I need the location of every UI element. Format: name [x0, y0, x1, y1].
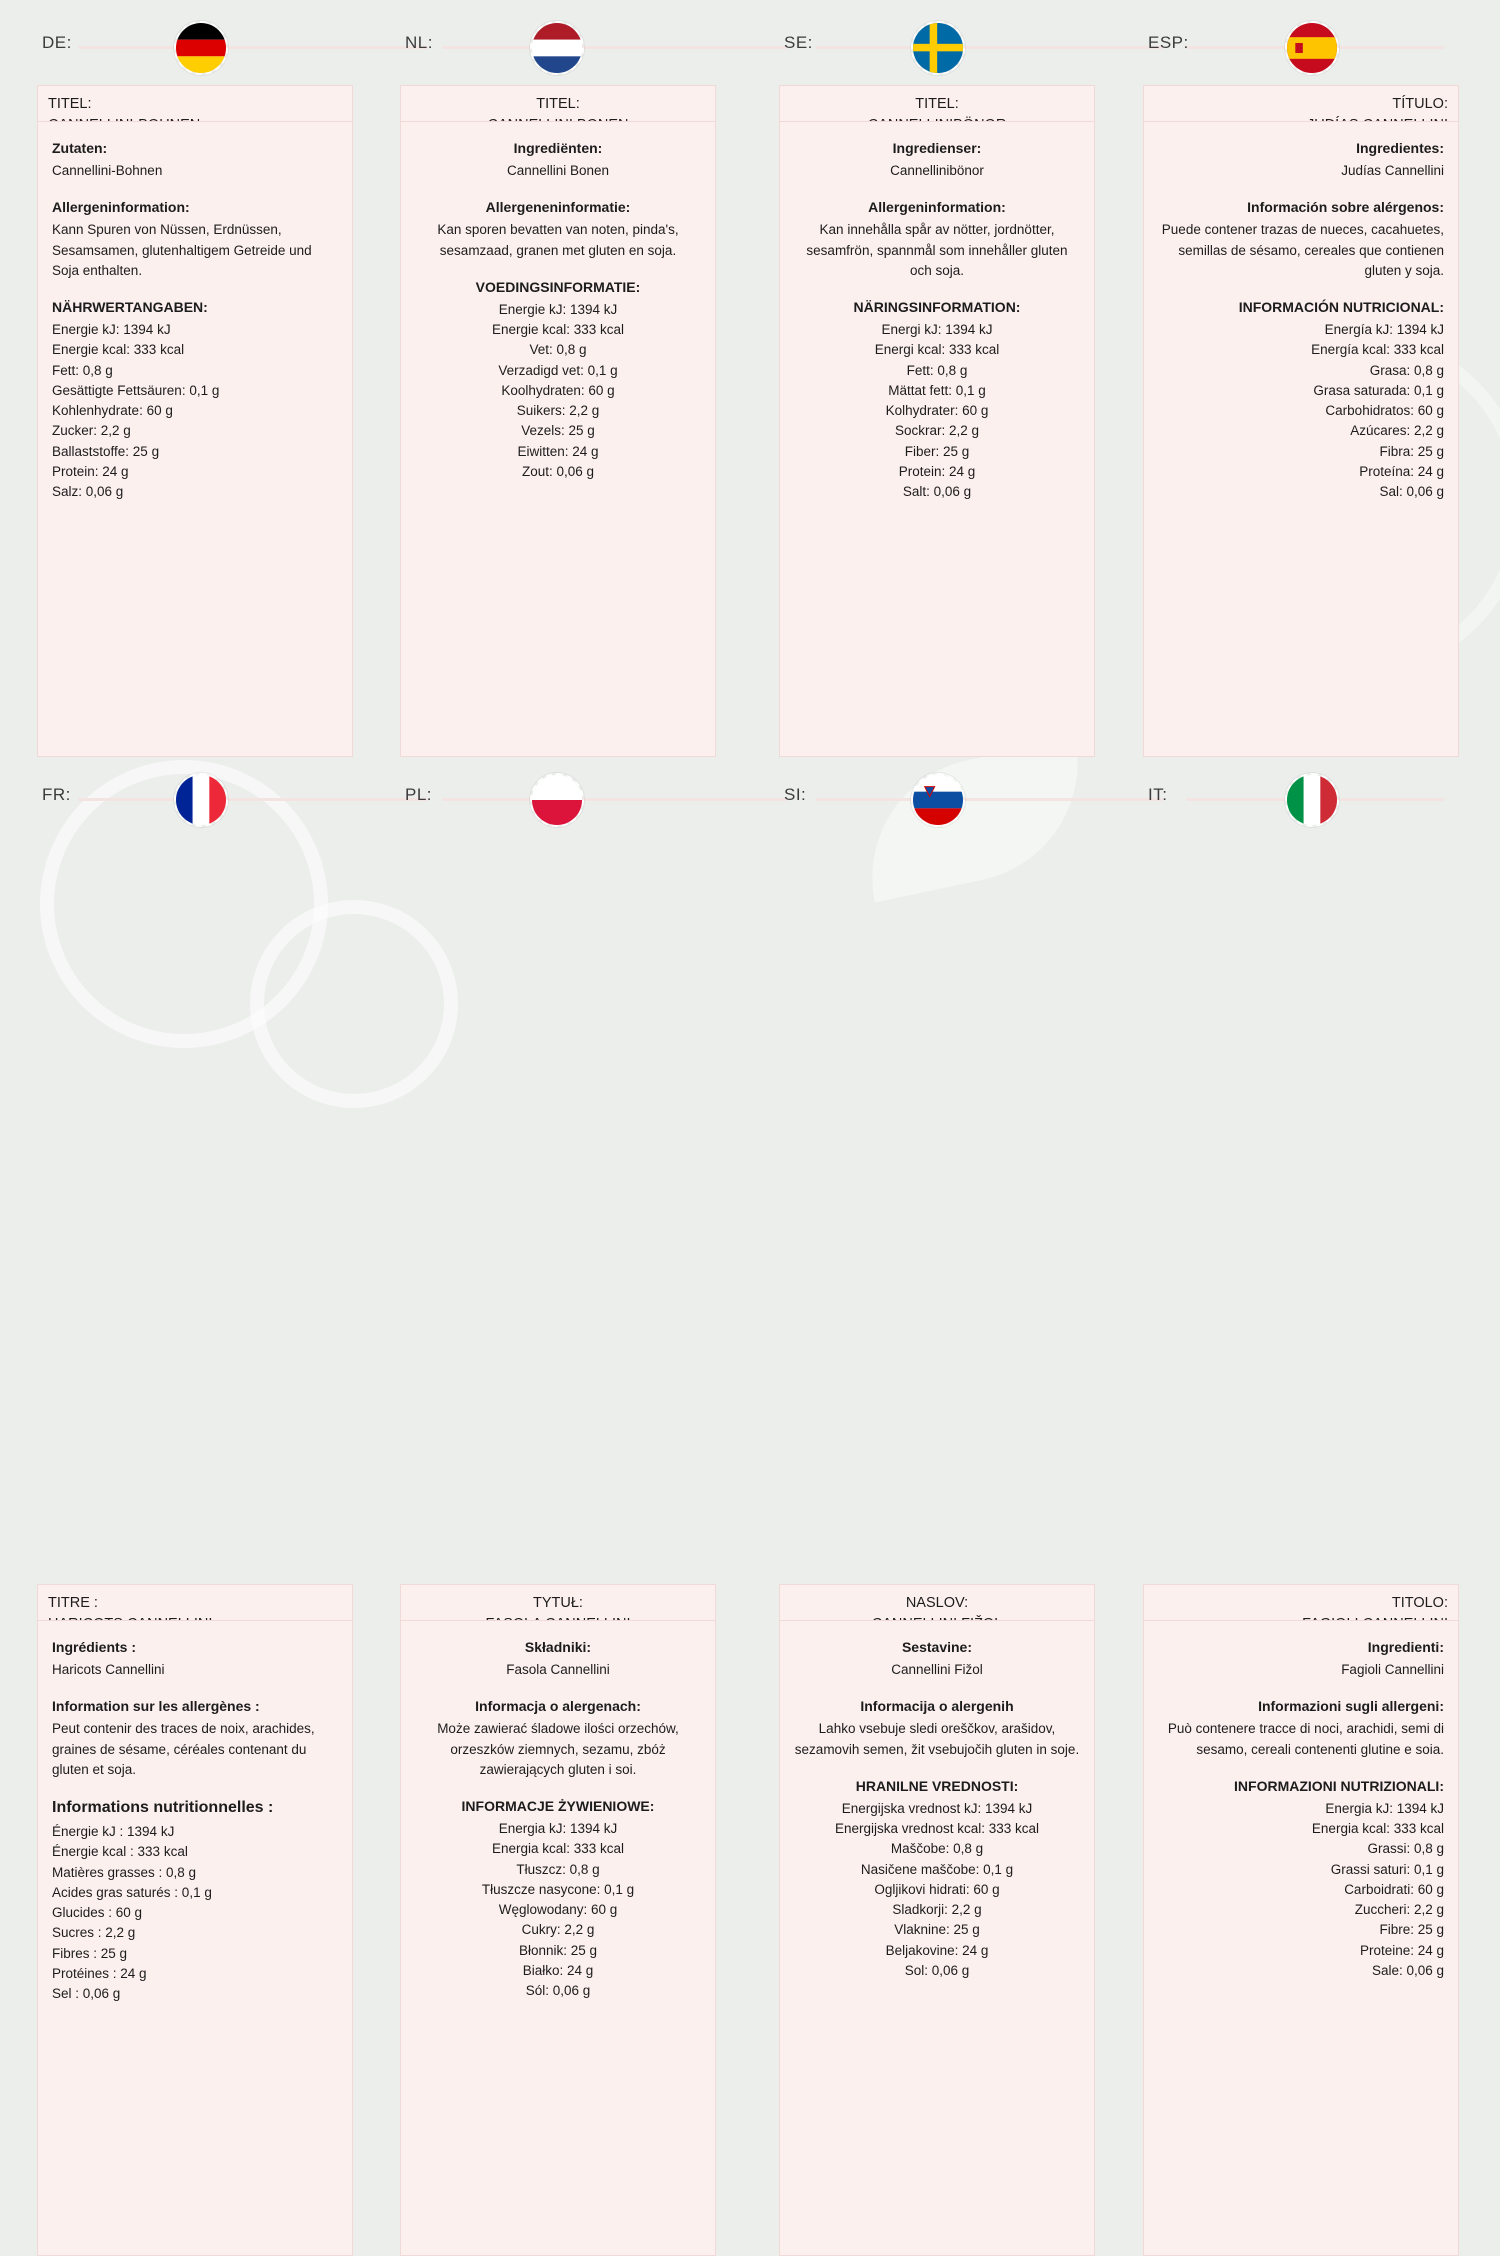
label-card-content [38, 1621, 352, 2018]
label-card-content [780, 1621, 1094, 1995]
nutrition-line: Energie kJ: 1394 kJ [498, 301, 618, 317]
section-heading: INFORMACJE ŻYWIENIOWE: [461, 1798, 655, 1814]
section-heading: Informations nutritionnelles : [52, 1799, 274, 1816]
nutrition-line: Glucides : 60 g [52, 1905, 143, 1920]
title-label: TÍTULO: [1392, 96, 1448, 112]
label-card-content [38, 122, 352, 516]
nutrition-line: Energia kcal: 333 kcal [491, 1841, 625, 1857]
nutrition-list [415, 1819, 701, 2001]
nutrition-line: Maščobe: 0,8 g [890, 1841, 984, 1857]
language-code: NL: [405, 33, 433, 52]
section-heading: Informacija o alergenih [860, 1698, 1014, 1715]
section-heading: Allergeninformation: [52, 199, 190, 216]
nutrition-line: Gesättigte Fettsäuren: 0,1 g [52, 382, 220, 398]
title-label: TITRE : [48, 1595, 98, 1611]
nutrition-line: Energijska vrednost kJ: 1394 kJ [841, 1800, 1033, 1816]
label-card-content [1144, 1621, 1458, 1995]
section-body: Puede contener trazas de nueces, cacahuetes, semillas de sésamo, cereales que contienen gluten y soja. [1161, 222, 1444, 278]
nutrition-line: Énergie kcal : 333 kcal [52, 1844, 188, 1860]
italy-flag [1285, 773, 1339, 827]
section-heading: INFORMACIÓN NUTRICIONAL: [1238, 299, 1444, 315]
nutrition-line: Beljakovine: 24 g [885, 1942, 989, 1958]
nutrition-line: Vet: 0,8 g [529, 342, 587, 358]
language-code: PL: [405, 785, 433, 804]
nutrition-line: Sladkorji: 2,2 g [892, 1902, 982, 1917]
label-card [779, 1620, 1095, 2256]
section-body: Kan innehålla spår av nötter, jordnötter, sesamfrön, spannmål som innehåller gluten och soja. [806, 222, 1068, 278]
nutrition-line: Salz: 0,06 g [52, 484, 124, 499]
language-header-it [0, 752, 1500, 844]
nutrition-line: Sal: 0,06 g [1379, 484, 1444, 499]
nutrition-line: Grassi saturi: 0,1 g [1330, 1861, 1444, 1877]
nutrition-line: Énergie kJ : 1394 kJ [52, 1824, 175, 1839]
nutrition-line: Sockrar: 2,2 g [894, 423, 980, 439]
label-card [37, 121, 353, 757]
title-label: TITEL: [536, 96, 580, 112]
nutrition-line: Azúcares: 2,2 g [1350, 423, 1444, 439]
nutrition-line: Grasa: 0,8 g [1369, 362, 1444, 378]
section-heading: Informacja o alergenach: [475, 1698, 641, 1715]
section-body: Fasola Cannellini [506, 1662, 610, 1677]
language-code: SI: [784, 785, 807, 804]
nutrition-list [794, 1799, 1080, 1981]
nutrition-line: Energi kcal: 333 kcal [874, 342, 1000, 358]
language-code: FR: [42, 785, 71, 804]
section-heading: Allergeninformation: [868, 199, 1006, 216]
nutrition-line: Sol: 0,06 g [904, 1962, 970, 1978]
nutrition-line: Energia kcal: 333 kcal [1311, 1821, 1444, 1836]
nutrition-line: Vezels: 25 g [521, 423, 595, 439]
nutrition-line: Energijska vrednost kcal: 333 kcal [834, 1821, 1040, 1836]
nutrition-list [1158, 320, 1444, 502]
nutrition-line: Carbohidratos: 60 g [1325, 403, 1444, 418]
nutrition-line: Energie kcal: 333 kcal [52, 342, 185, 358]
nutrition-line: Energía kJ: 1394 kJ [1324, 322, 1444, 337]
nutrition-line: Energía kcal: 333 kcal [1311, 342, 1444, 358]
nutrition-line: Proteína: 24 g [1359, 463, 1444, 479]
nutrition-line: Zuccheri: 2,2 g [1354, 1902, 1444, 1917]
nutrition-line: Fibra: 25 g [1379, 443, 1444, 459]
section-body: Haricots Cannellini [52, 1662, 165, 1677]
nutrition-line: Energie kJ: 1394 kJ [52, 322, 171, 337]
section-heading: INFORMAZIONI NUTRIZIONALI: [1234, 1777, 1444, 1794]
nutrition-line: Grassi: 0,8 g [1367, 1841, 1444, 1857]
nutrition-line: Energie kcal: 333 kcal [491, 322, 625, 337]
section-heading: Allergeneninformatie: [485, 199, 631, 216]
nutrition-line: Nasičene maščobe: 0,1 g [860, 1861, 1014, 1877]
section-heading: NÄHRWERTANGABEN: [52, 299, 208, 315]
title-label: NASLOV: [905, 1595, 969, 1611]
nutrition-line: Matières grasses : 0,8 g [52, 1864, 197, 1880]
section-heading: Ingrédients : [52, 1639, 137, 1655]
nutrition-line: Fibre: 25 g [1379, 1922, 1444, 1938]
section-body: Cannellinibönor [890, 163, 984, 178]
nutrition-line: Tłuszcze nasycone: 0,1 g [481, 1881, 635, 1897]
nutrition-line: Salt: 0,06 g [902, 484, 972, 499]
nutrition-line: Vlaknine: 25 g [894, 1922, 980, 1938]
label-card-content [401, 122, 715, 496]
nutrition-list [52, 1822, 338, 2004]
section-heading: Ingredienser: [892, 140, 982, 156]
label-card [400, 121, 716, 757]
title-label: TITOLO: [1391, 1595, 1448, 1611]
nutrition-line: Eiwitten: 24 g [517, 443, 599, 459]
label-card-content [401, 1621, 715, 2015]
nutrition-line: Fiber: 25 g [904, 443, 970, 459]
nutrition-line: Zucker: 2,2 g [52, 423, 131, 439]
nutrition-line: Proteine: 24 g [1359, 1942, 1444, 1958]
label-card-content [1144, 122, 1458, 516]
section-body: Kan sporen bevatten van noten, pinda's, sesamzaad, granen met gluten en soja. [437, 222, 679, 258]
section-heading: Zutaten: [52, 140, 108, 156]
nutrition-line: Acides gras saturés : 0,1 g [52, 1884, 212, 1900]
section-body: Judías Cannellini [1341, 163, 1444, 178]
language-code: IT: [1148, 785, 1168, 804]
nutrition-line: Sól: 0,06 g [525, 1983, 591, 1998]
nutrition-list [794, 320, 1080, 502]
nutrition-line: Fett: 0,8 g [906, 362, 968, 378]
title-label: TITEL: [48, 96, 92, 112]
section-heading: Ingredienti: [1367, 1639, 1444, 1655]
section-body: Peut contenir des traces de noix, arachides, graines de sésame, céréales contenant du gluten et soja. [52, 1721, 315, 1777]
section-heading: Information sur les allergènes : [52, 1698, 260, 1715]
title-label: TITEL: [915, 96, 959, 112]
section-body: Può contenere tracce di noci, arachidi, semi di sesamo, cereali contenenti glutine e soia. [1167, 1721, 1444, 1757]
nutrition-line: Kohlenhydrate: 60 g [52, 403, 173, 418]
nutrition-line: Energi kJ: 1394 kJ [881, 322, 993, 337]
title-label: TYTUŁ: [533, 1595, 583, 1611]
nutrition-line: Tłuszcz: 0,8 g [516, 1861, 600, 1877]
nutrition-list [1158, 1799, 1444, 1981]
nutrition-line: Zout: 0,06 g [521, 463, 595, 479]
section-heading: Sestavine: [901, 1639, 973, 1655]
section-heading: Składniki: [524, 1639, 592, 1655]
section-heading: VOEDINGSINFORMATIE: [475, 278, 641, 295]
label-card [400, 1620, 716, 2256]
nutrition-line: Ogljikovi hidrati: 60 g [874, 1881, 1000, 1897]
section-heading: Información sobre alérgenos: [1247, 199, 1444, 216]
nutrition-line: Energia kJ: 1394 kJ [1325, 1800, 1444, 1816]
nutrition-line: Fibres : 25 g [52, 1945, 128, 1961]
nutrition-list [415, 300, 701, 482]
nutrition-line: Fett: 0,8 g [52, 362, 113, 378]
section-heading: HRANILNE VREDNOSTI: [855, 1777, 1019, 1794]
section-heading: Ingrediënten: [513, 140, 603, 156]
nutrition-line: Suikers: 2,2 g [516, 403, 600, 418]
nutrition-line: Błonnik: 25 g [518, 1942, 598, 1958]
nutrition-line: Carboidrati: 60 g [1344, 1881, 1444, 1897]
section-body: Cannellini-Bohnen [52, 163, 163, 178]
nutrition-line: Sucres : 2,2 g [52, 1925, 136, 1941]
nutrition-line: Cukry: 2,2 g [521, 1922, 595, 1938]
nutrition-line: Białko: 24 g [522, 1962, 594, 1978]
nutrition-line: Koolhydraten: 60 g [501, 382, 615, 398]
section-body: Cannellini Bonen [506, 163, 610, 178]
section-heading: Ingredientes: [1356, 140, 1444, 156]
section-heading: Informazioni sugli allergeni: [1258, 1698, 1444, 1715]
language-code: DE: [42, 33, 72, 52]
language-header-esp [0, 0, 1500, 92]
label-card [1143, 1620, 1459, 2256]
section-body: Fagioli Cannellini [1341, 1662, 1444, 1677]
nutrition-line: Sale: 0,06 g [1371, 1962, 1444, 1978]
nutrition-list [52, 320, 338, 502]
nutrition-line: Protein: 24 g [898, 463, 976, 479]
language-code: ESP: [1148, 33, 1189, 52]
section-body: Kann Spuren von Nüssen, Erdnüssen, Sesamsamen, glutenhaltigem Getreide und Soja enthalten. [52, 222, 312, 278]
language-code: SE: [784, 33, 813, 52]
label-card-content [780, 122, 1094, 516]
nutrition-line: Protein: 24 g [52, 463, 129, 479]
nutrition-line: Kolhydrater: 60 g [885, 403, 989, 418]
nutrition-line: Grasa saturada: 0,1 g [1313, 382, 1444, 398]
label-card [37, 1620, 353, 2256]
nutrition-line: Energia kJ: 1394 kJ [498, 1821, 618, 1836]
nutrition-line: Węglowodany: 60 g [498, 1902, 618, 1917]
section-heading: NÄRINGSINFORMATION: [853, 299, 1021, 315]
label-card [1143, 121, 1459, 757]
nutrition-line: Ballaststoffe: 25 g [52, 443, 160, 459]
nutrition-line: Sel : 0,06 g [52, 1986, 121, 2001]
section-body: Może zawierać śladowe ilości orzechów, orzeszków ziemnych, sezamu, zbóż zawierających gluten i soi. [437, 1721, 679, 1777]
nutrition-line: Mättat fett: 0,1 g [888, 382, 986, 398]
nutrition-line: Protéines : 24 g [52, 1965, 147, 1981]
section-body: Cannellini Fižol [891, 1662, 983, 1677]
nutrition-line: Verzadigd vet: 0,1 g [498, 362, 618, 378]
label-card [779, 121, 1095, 757]
spain-flag [1285, 21, 1339, 75]
deco-circle [250, 900, 458, 1108]
section-body: Lahko vsebuje sledi oreščkov, arašidov, sezamovih semen, žit vsebujočih gluten in soje. [794, 1721, 1080, 1757]
